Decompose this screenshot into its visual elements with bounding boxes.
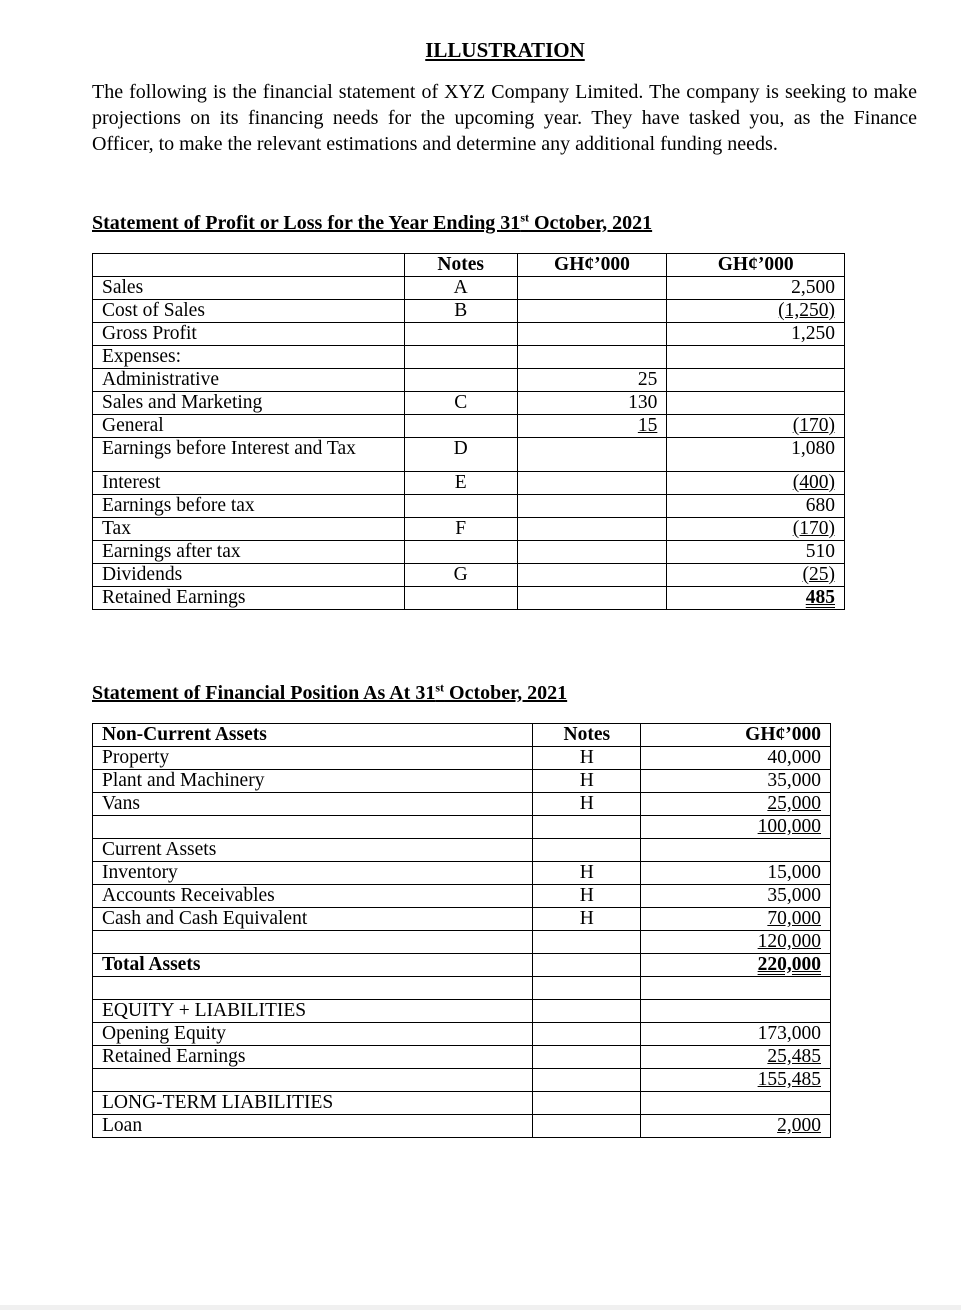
row-note — [533, 1069, 641, 1092]
row-note — [404, 369, 517, 392]
table-row — [93, 1115, 831, 1138]
table-header-row — [93, 724, 831, 747]
row-amount: 120,000 — [641, 931, 831, 954]
row-label: Gross Profit — [93, 323, 405, 346]
row-note: A — [404, 277, 517, 300]
row-label — [93, 931, 533, 954]
table-row — [93, 908, 831, 931]
row-note: H — [533, 862, 641, 885]
row-note: H — [533, 747, 641, 770]
row-col2: 2,500 — [667, 277, 845, 300]
document-title: ILLUSTRATION — [425, 38, 585, 62]
row-note — [533, 1115, 641, 1138]
intro-paragraph: The following is the financial statement of XYZ Company Limited. The company is seeking to make projections on its financing needs for the upcoming year. They have tasked you, as the Finance Officer, to make the relevant estimations and determine any additional funding needs. — [92, 81, 917, 155]
row-col1 — [517, 323, 667, 346]
table-row — [93, 793, 831, 816]
header-cell: GH¢’000 — [517, 254, 667, 277]
table-row — [93, 323, 845, 346]
row-note — [533, 954, 641, 977]
row-label: Retained Earnings — [93, 1046, 533, 1069]
row-label: Sales — [93, 277, 405, 300]
row-amount: 155,485 — [641, 1069, 831, 1092]
row-note — [533, 1023, 641, 1046]
row-label: Opening Equity — [93, 1023, 533, 1046]
row-note — [404, 323, 517, 346]
table-row — [93, 587, 845, 610]
table-row — [93, 564, 845, 587]
table-row — [93, 495, 845, 518]
row-amount: 25,485 — [641, 1046, 831, 1069]
page-bottom-edge — [0, 1305, 961, 1310]
row-col2: (170) — [667, 415, 845, 438]
table-row — [93, 1092, 831, 1115]
table-row — [93, 839, 831, 862]
row-col1 — [517, 541, 667, 564]
header-cell: Notes — [404, 254, 517, 277]
row-amount: 35,000 — [641, 770, 831, 793]
row-note: H — [533, 770, 641, 793]
row-label — [93, 1069, 533, 1092]
header-cell: Notes — [533, 724, 641, 747]
row-amount: 35,000 — [641, 885, 831, 908]
table-row — [93, 816, 831, 839]
row-amount — [641, 839, 831, 862]
row-amount: 15,000 — [641, 862, 831, 885]
row-amount: 173,000 — [641, 1023, 831, 1046]
row-label: Inventory — [93, 862, 533, 885]
table-row — [93, 1000, 831, 1023]
row-label: Administrative — [93, 369, 405, 392]
row-col1: 130 — [517, 392, 667, 415]
row-label: Sales and Marketing — [93, 392, 405, 415]
table-row — [93, 392, 845, 415]
row-col2: (25) — [667, 564, 845, 587]
row-note — [404, 415, 517, 438]
row-col1 — [517, 300, 667, 323]
table-row — [93, 438, 845, 472]
table-row — [93, 518, 845, 541]
row-col2: (400) — [667, 472, 845, 495]
row-label: Plant and Machinery — [93, 770, 533, 793]
row-col2: 680 — [667, 495, 845, 518]
row-label: EQUITY + LIABILITIES — [93, 1000, 533, 1023]
row-label: Cash and Cash Equivalent — [93, 908, 533, 931]
financial-position-table — [92, 723, 831, 1138]
profit-loss-heading: Statement of Profit or Loss for the Year Ending 31st October, 2021 — [92, 210, 653, 234]
row-col1 — [517, 472, 667, 495]
row-note — [404, 346, 517, 369]
table-row — [93, 747, 831, 770]
row-note — [533, 816, 641, 839]
table-row — [93, 300, 845, 323]
row-amount: 100,000 — [641, 816, 831, 839]
row-col1: 15 — [517, 415, 667, 438]
row-note — [404, 587, 517, 610]
table-row — [93, 472, 845, 495]
header-cell: Non-Current Assets — [93, 724, 533, 747]
row-col1: 25 — [517, 369, 667, 392]
row-label: Vans — [93, 793, 533, 816]
row-note — [533, 1046, 641, 1069]
row-label: Loan — [93, 1115, 533, 1138]
row-col1 — [517, 346, 667, 369]
row-label: Earnings after tax — [93, 541, 405, 564]
table-row — [93, 277, 845, 300]
row-note — [533, 839, 641, 862]
row-note: E — [404, 472, 517, 495]
row-note: B — [404, 300, 517, 323]
row-amount — [641, 1000, 831, 1023]
row-label: Interest — [93, 472, 405, 495]
row-amount — [641, 977, 831, 1000]
row-amount: 70,000 — [641, 908, 831, 931]
table-row — [93, 931, 831, 954]
row-label: Tax — [93, 518, 405, 541]
row-col2 — [667, 392, 845, 415]
row-amount: 25,000 — [641, 793, 831, 816]
row-label: Dividends — [93, 564, 405, 587]
row-note — [533, 1000, 641, 1023]
financial-position-heading: Statement of Financial Position As At 31st October, 2021 — [92, 680, 568, 704]
row-label: Retained Earnings — [93, 587, 405, 610]
row-col1 — [517, 518, 667, 541]
row-note — [404, 541, 517, 564]
row-col1 — [517, 277, 667, 300]
table-row — [93, 346, 845, 369]
table-row — [93, 1046, 831, 1069]
row-col2: 485 — [667, 587, 845, 610]
row-col2: 1,080 — [667, 438, 845, 472]
row-col1 — [517, 587, 667, 610]
row-col2 — [667, 346, 845, 369]
row-col2: 1,250 — [667, 323, 845, 346]
table-row — [93, 977, 831, 1000]
table-row — [93, 862, 831, 885]
row-note: C — [404, 392, 517, 415]
row-label: Accounts Receivables — [93, 885, 533, 908]
row-amount — [641, 1092, 831, 1115]
row-label: General — [93, 415, 405, 438]
table-row — [93, 541, 845, 564]
row-col2 — [667, 369, 845, 392]
row-note: H — [533, 885, 641, 908]
row-label: Earnings before tax — [93, 495, 405, 518]
row-label — [93, 816, 533, 839]
row-amount: 40,000 — [641, 747, 831, 770]
row-col2: (1,250) — [667, 300, 845, 323]
row-label: Total Assets — [93, 954, 533, 977]
row-label — [93, 977, 533, 1000]
row-col2: 510 — [667, 541, 845, 564]
row-label: Earnings before Interest and Tax — [93, 438, 405, 472]
row-label: Property — [93, 747, 533, 770]
row-col1 — [517, 438, 667, 472]
row-col1 — [517, 564, 667, 587]
row-note — [533, 977, 641, 1000]
row-note: H — [533, 908, 641, 931]
row-amount: 220,000 — [641, 954, 831, 977]
row-col2: (170) — [667, 518, 845, 541]
row-note — [533, 1092, 641, 1115]
header-cell: GH¢’000 — [667, 254, 845, 277]
row-label: Current Assets — [93, 839, 533, 862]
row-label: Cost of Sales — [93, 300, 405, 323]
table-row — [93, 954, 831, 977]
row-note — [404, 495, 517, 518]
row-note: H — [533, 793, 641, 816]
row-note: F — [404, 518, 517, 541]
table-row — [93, 369, 845, 392]
row-note — [533, 931, 641, 954]
table-row — [93, 415, 845, 438]
row-col1 — [517, 495, 667, 518]
header-cell — [93, 254, 405, 277]
table-header-row — [93, 254, 845, 277]
row-amount: 2,000 — [641, 1115, 831, 1138]
row-note: D — [404, 438, 517, 472]
row-label: Expenses: — [93, 346, 405, 369]
row-label: LONG-TERM LIABILITIES — [93, 1092, 533, 1115]
profit-loss-table — [92, 253, 845, 610]
table-row — [93, 1023, 831, 1046]
table-row — [93, 885, 831, 908]
header-cell: GH¢’000 — [641, 724, 831, 747]
table-row — [93, 770, 831, 793]
row-note: G — [404, 564, 517, 587]
table-row — [93, 1069, 831, 1092]
